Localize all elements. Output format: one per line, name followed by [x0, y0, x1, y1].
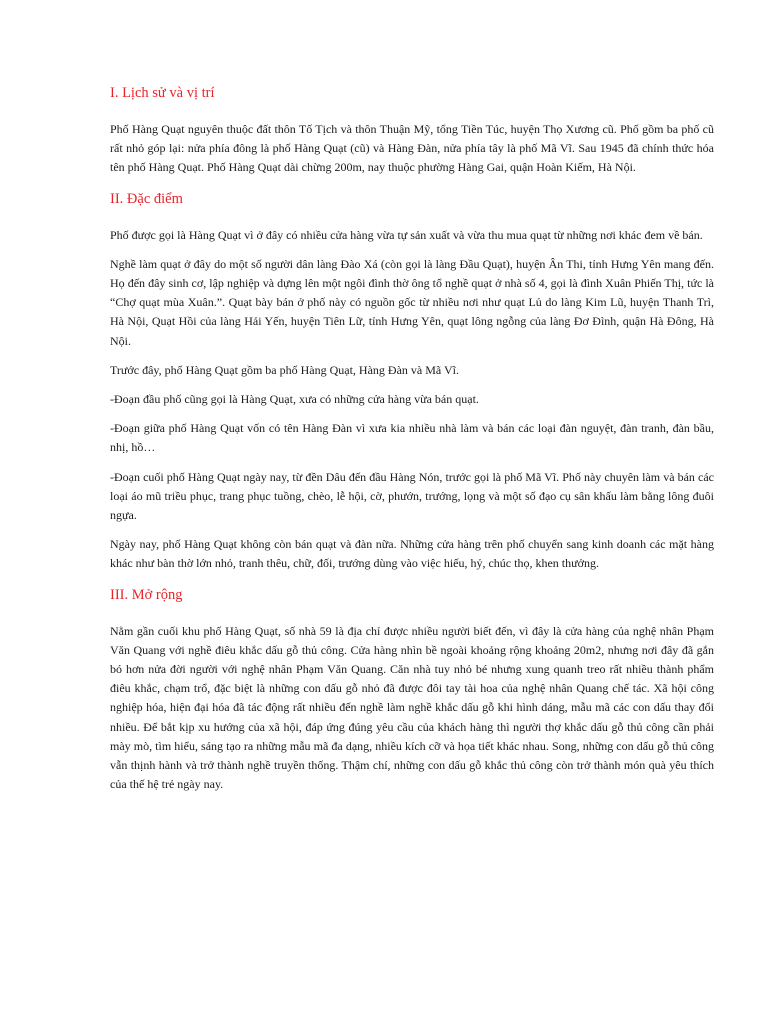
- paragraph: Nghề làm quạt ở đây do một số người dân làng Đào Xá (còn gọi là làng Đầu Quạt), huyện Ân Thi, tỉnh Hưng Yên mang đến. Họ đến đây sinh cơ, lập nghiệp và dựng lên một ngôi đình thờ ông tổ nghề quạt ở nhà số 4, gọi là đình Xuân Phiến Thị, tức là “Chợ quạt mùa Xuân.”. Quạt bày bán ở phố này có nguồn gốc từ nhiều nơi như quạt Lủ do làng Kim Lũ, huyện Thanh Trì, Hà Nội, Quạt Hồi của làng Hải Yến, huyện Tiên Lữ, tỉnh Hưng Yên, quạt lông ngỗng của làng Đơ Đình, quận Hà Đông, Hà Nội.: [110, 256, 714, 348]
- paragraph: Trước đây, phố Hàng Quạt gồm ba phố Hàng Quạt, Hàng Đàn và Mã Vĩ.: [110, 362, 460, 377]
- section-heading: I. Lịch sử và vị trí: [110, 85, 215, 101]
- section-history: [110, 82, 714, 178]
- paragraph: -Đoạn cuối phố Hàng Quạt ngày nay, từ đền Dâu đến đầu Hàng Nón, trước gọi là phố Mã Vĩ. Phố này chuyên làm và bán các loại áo mũ triều phục, trang phục tuồng, chèo, lễ hội, cờ, phướn, trướng, lọng và một số đạo cụ sân khấu làm bằng lông đuôi ngựa.: [110, 469, 714, 523]
- paragraph: -Đoạn giữa phố Hàng Quạt vốn có tên Hàng Đàn vì xưa kia nhiều nhà làm và bán các loại đàn nguyệt, đàn tranh, đàn bầu, nhị, hồ…: [110, 421, 714, 455]
- section-heading: III. Mở rộng: [110, 586, 183, 603]
- section-features: [110, 188, 714, 574]
- paragraph: -Đoạn đầu phố cũng gọi là Hàng Quạt, xưa có những cửa hàng vừa bán quạt.: [110, 392, 479, 407]
- paragraph: Phố được gọi là Hàng Quạt vì ở đây có nhiều cửa hàng vừa tự sản xuất và vừa thu mua quạt từ những nơi khác đem về bán.: [110, 227, 703, 242]
- paragraph: Phố Hàng Quạt nguyên thuộc đất thôn Tố Tịch và thôn Thuận Mỹ, tổng Tiền Túc, huyện Thọ Xương cũ. Phố gồm ba phố cũ rất nhỏ góp lại: nửa phía đông là phố Hàng Quạt (cũ) và Hàng Đàn, nửa phía tây là phố Mã Vĩ. Sau 1945 đã chính thức hóa tên phố Hàng Quạt. Phố Hàng Quạt dài chừng 200m, nay thuộc phường Hàng Gai, quận Hoàn Kiếm, Hà Nội.: [110, 122, 714, 175]
- document-page: [110, 82, 714, 804]
- section-expansion: [110, 584, 714, 795]
- paragraph: Ngày nay, phố Hàng Quạt không còn bán quạt và đàn nữa. Những cửa hàng trên phố chuyển sang kinh doanh các mặt hàng khác như bàn thờ lớn nhỏ, tranh thêu, chữ, đối, trướng dùng vào việc hiếu, hỷ, chúc thọ, khen thưởng.: [110, 537, 714, 571]
- paragraph: Nằm gần cuối khu phố Hàng Quạt, số nhà 59 là địa chỉ được nhiều người biết đến, vì đây là cửa hàng của nghệ nhân Phạm Văn Quang với nghề điêu khắc dấu gỗ thủ công. Cửa hàng nhìn bề ngoài khoảng rộng khoảng 20m2, nhưng nơi đây đã gắn bó hơn nửa đời người với nghệ nhân Phạm Văn Quang. Căn nhà tuy nhỏ bé nhưng xung quanh treo rất nhiều thành phẩm điêu khắc, chạm trổ, đặc biệt là những con dấu gỗ nhỏ đã được đôi tay tài hoa của nghệ nhân Quang chế tác. Xã hội công nghiệp hóa, hiện đại hóa đã tác động rất nhiều đến nghề làm nghề khắc dấu gỗ khi hình dáng, mẫu mã các con dấu thay đổi nhiều. Để bắt kịp xu hướng của xã hội, đáp ứng đúng yêu cầu của khách hàng thì người thợ khắc dấu gỗ thủ công cần phải mày mò, tìm hiểu, sáng tạo ra những mẫu mã đa dạng, nhiều kích cỡ và họa tiết khác nhau. Song, những con dấu gỗ thủ công vẫn thịnh hành và trở thành nghề truyền thống. Thậm chí, những con dấu gỗ khắc thủ công còn trở thành món quà yêu thích của thế hệ trẻ ngày nay.: [110, 623, 714, 792]
- section-heading: II. Đặc điểm: [110, 190, 183, 207]
